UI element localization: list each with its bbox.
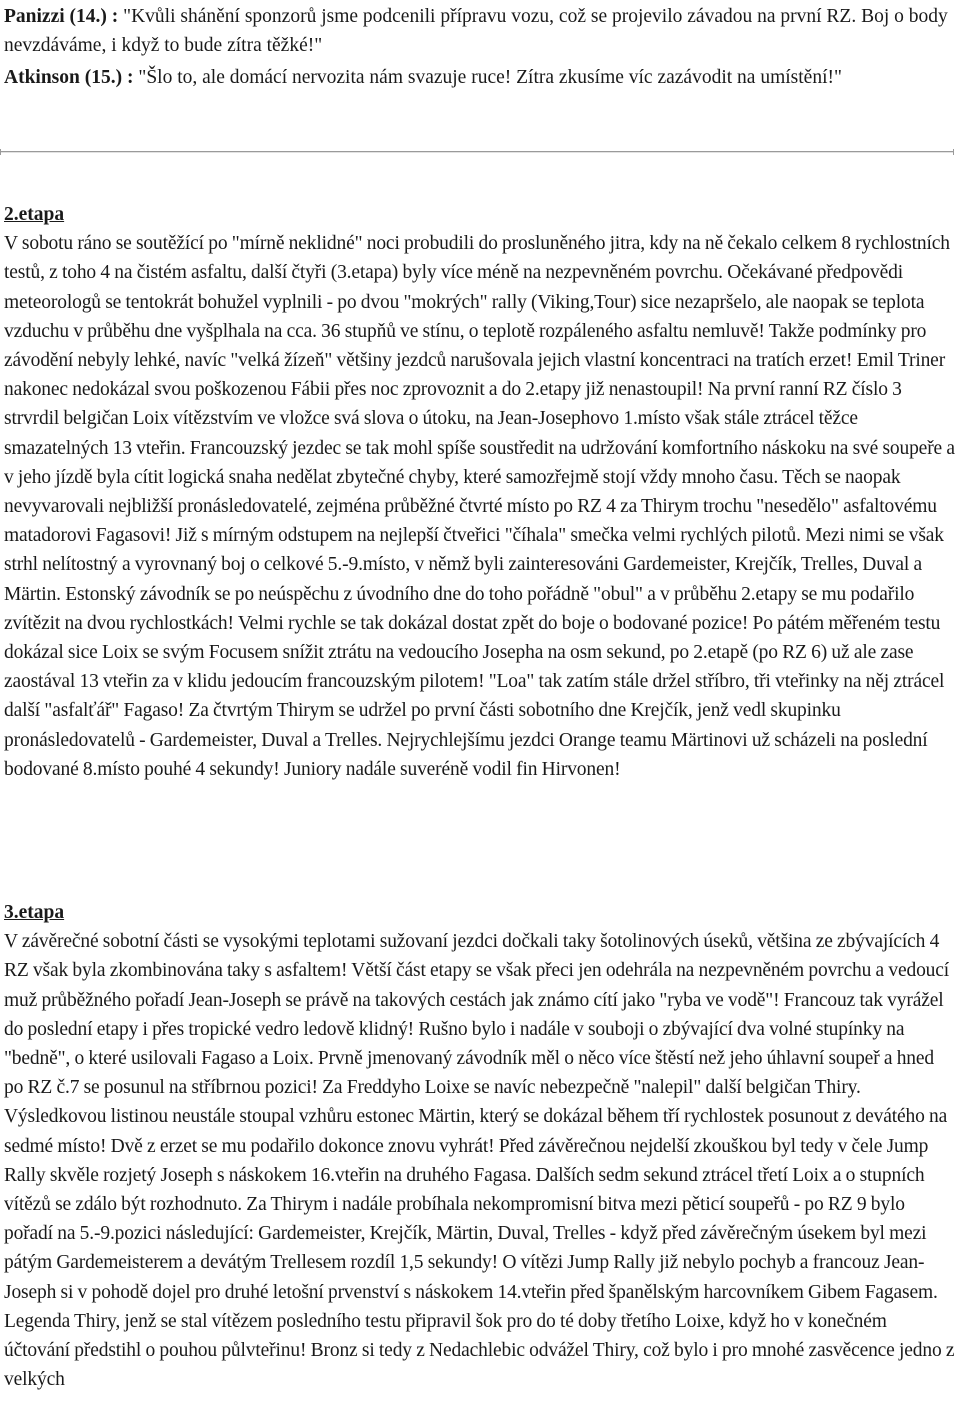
quote-text: "Kvůli shánění sponzorů jsme podcenili přípravu vozu, což se projevilo závadou na první RZ. Boj o body nevzdáváme, i když to bude zítra těžké!" (4, 6, 948, 56)
stage-heading: 3.etapa (4, 902, 65, 923)
driver-quote (4, 0, 956, 60)
stage-3-section (4, 898, 956, 1394)
horizontal-rule (0, 151, 954, 153)
stage-heading: 2.etapa (4, 204, 65, 225)
quotes-block (4, 0, 956, 92)
driver-quote (4, 63, 956, 92)
stage-2-section (4, 200, 956, 784)
quote-text: "Šlo to, ale domácí nervozita nám svazuje ruce! Zítra zkusíme víc zazávodit na umístění!" (133, 67, 842, 88)
quote-speaker: Panizzi (14.) : (4, 6, 119, 27)
stage-report-text: V závěrečné sobotní části se vysokými teplotami sužovaní jezdci dočkali taky šotolinových úseků, většina ze zbývajících 4 RZ však byla zkombinována taky s asfaltem! Větší část etapy se však přeci jen odehrála na nezpevněném povrchu a vedoucí muž průběžného pořadí Jean-Joseph se právě na takových cestách jak známo cítí jako "ryba ve vodě"! Francouz tak vyrážel do poslední etapy i přes tropické vedro ledově klidný! Rušno bylo i nadále v souboji o zbývající dva volné stupínky na "bedně", o které usilovali Fagaso a Loix. Prvně jmenovaný závodník měl o něco více štěstí než jeho úhlavní soupeř a hned po RZ č.7 se posunul na stříbrnou pozici! Za Freddyho Loixe se navíc nebezpečně "nalepil" další belgičan Thiry. Výsledkovou listinou neustále stoupal vzhůru estonec Märtin, který se dokázal během tří rychlostek posunout z devátého na sedmé místo! Dvě z erzet se mu podařilo dokonce znovu vyhrát! Před závěrečnou nejdelší zkouškou byl tedy v čele Jump Rally skvěle rozjetý Joseph s náskokem 16.vteřin na druhého Fagasa. Dalších sedm sekund ztrácel třetí Loix a o stupních vítězů se zdálo být rozhodnuto. Za Thirym i nadále probíhala nekompromisní bitva mezi pěticí soupeřů - po RZ 9 bylo pořadí na 5.-9.pozici následující: Gardemeister, Krejčík, Märtin, Duval, Trelles - když před závěrečným úsekem byl mezi pátým Gardemeisterem a devátým Trellesem rozdíl 1,5 sekundy! O vítězi Jump Rally již nebylo pochyb a francouz Jean-Joseph si v pohodě dojel pro druhé letošní prvenství s náskokem 14.vteřin před španělským harcovníkem Gibem Fagasem. Legenda Thiry, jenž se stal vítězem posledního testu připravil šok pro do té doby třetího Loixe, když ho v konečném účtování předstihl o pouhou půlvteřinu! Bronz si tedy z Nedachlebic odvážel Thiry, což bylo i pro mnohé zasvěcence jedno z velkých (4, 931, 955, 1391)
quote-speaker: Atkinson (15.) : (4, 67, 134, 88)
stage-report-text: V sobotu ráno se soutěžící po "mírně neklidné" noci probudili do prosluněného jitra, kdy na ně čekalo celkem 8 rychlostních testů, z toho 4 na čistém asfaltu, další čtyři (3.etapa) byly více méně na nezpevněném povrchu. Očekávané předpovědi meteorologů se tentokrát bohužel vyplnili - po dvou "mokrých" rally (Viking,Tour) sice nezapršelo, ale naopak se teplota vzduchu v průběhu dne vyšplhala na cca. 36 stupňů ve stínu, o teplotě rozpáleného asfaltu nemluvě! Takže podmínky pro závodění nebyly lehké, navíc "velká žízeň" většiny jezdců narušovala jejich vlastní koncentraci na tratích erzet! Emil Triner nakonec nedokázal svou poškozenou Fábii přes noc zprovoznit a do 2.etapy již nenastoupil! Na první ranní RZ číslo 3 strvrdil belgičan Loix vítězstvím ve vložce svá slova o útoku, na Jean-Josephovo 1.místo však stále ztrácel těžce smazatelných 13 vteřin. Francouzský jezdec se tak mohl spíše soustředit na udržování komfortního náskoku na své soupeře a v jeho jízdě byla cítit logická snaha nedělat zbytečné chyby, které samozřejmě stojí vždy mnoho času. Těch se naopak nevyvarovali nejbližší pronásledovatelé, zejména průběžné čtvrté místo po RZ 4 za Thirym trochu "nesedělo" asfaltovému matadorovi Fagasovi! Již s mírným odstupem na nejlepší čtveřici "číhala" smečka velmi rychlých pilotů. Mezi nimi se však strhl nelítostný a vyrovnaný boj o celkové 5.-9.místo, v němž byli zainteresováni Gardemeister, Krejčík, Trelles, Duval a Märtin. Estonský závodník se po neúspěchu z úvodního dne do toho pořádně "obul" a v průběhu 2.etapy se mu podařilo zvítězit na dvou rychlostkách! Velmi rychle se tak dokázal dostat zpět do boje o bodované pozice! Po pátém měřeném testu dokázal sice Loix se svým Focusem snížit ztrátu na vedoucího Josepha na osm sekund, po 2.etapě (po RZ 6) už ale zase zaostával 13 vteřin za v klidu jedoucím francouzským pilotem! "Loa" tak zatím stále držel stříbro, tři vteřinky na něj ztrácel další "asfalťář" Fagaso! Za čtvrtým Thirym se udržel po první části sobotního dne Krejčík, jenž vedl skupinku pronásledovatelů - Gardemeister, Duval a Trelles. Nejrychlejšímu jezdci Orange teamu Märtinovi už scházeli na poslední bodované 8.místo pouhé 4 sekundy! Juniory nadále suveréně vodil fin Hirvonen! (4, 233, 955, 780)
